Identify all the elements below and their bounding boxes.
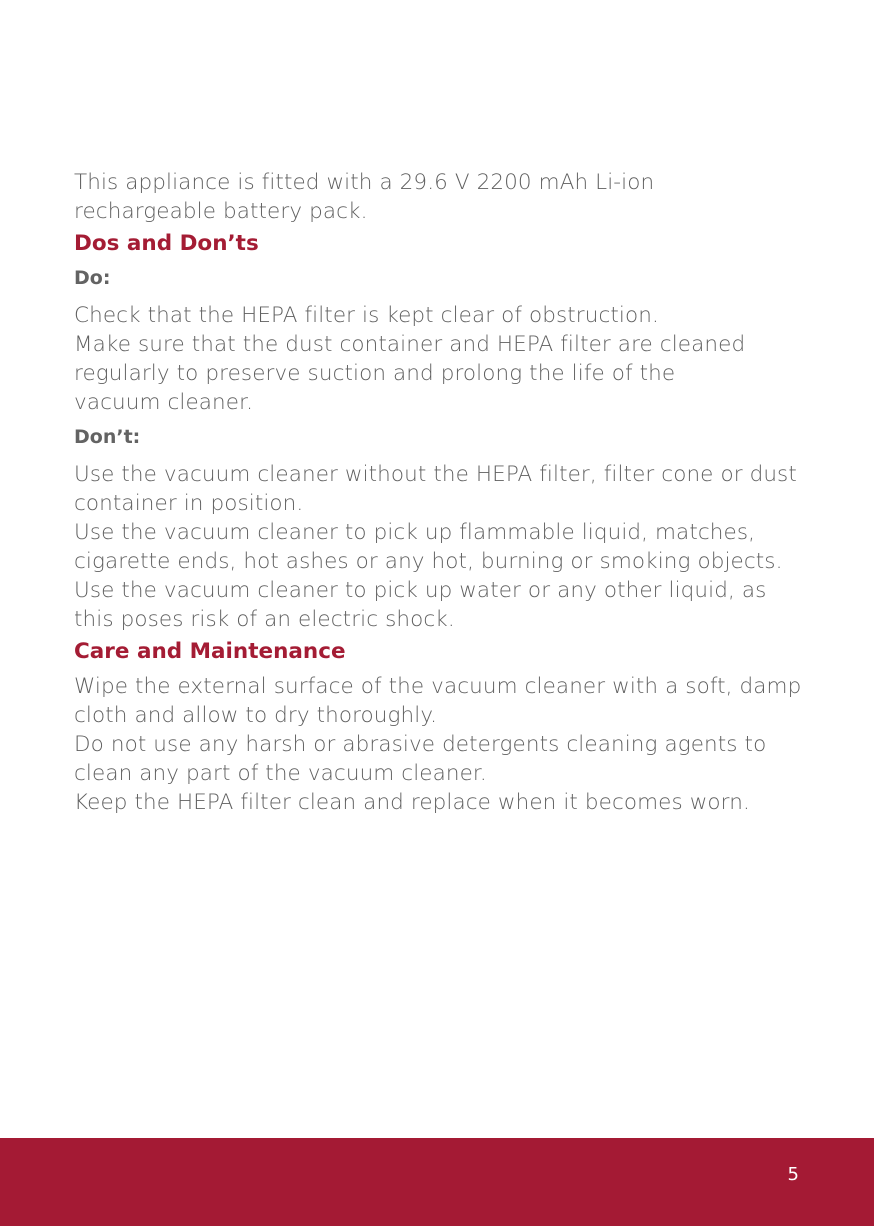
intro-line: This appliance is fitted with a 29.6 V 2200 mAh Li-ion bbox=[74, 170, 655, 195]
care-paragraph bbox=[74, 672, 814, 817]
do-label: Do: bbox=[74, 267, 111, 289]
dont-line: Use the vacuum cleaner without the HEPA filter, filter cone or dust bbox=[74, 462, 797, 487]
do-line: vacuum cleaner. bbox=[74, 390, 254, 415]
dos-donts-heading: Dos and Don’ts bbox=[74, 231, 259, 256]
dont-line: Use the vacuum cleaner to pick up water or any other liquid, as bbox=[74, 578, 767, 603]
do-paragraph bbox=[74, 301, 814, 417]
do-line: Make sure that the dust container and HEPA filter are cleaned bbox=[74, 332, 746, 357]
intro-line: rechargeable battery pack. bbox=[74, 199, 368, 224]
dont-line: this poses risk of an electric shock. bbox=[74, 607, 455, 632]
dont-line: container in position. bbox=[74, 491, 304, 516]
care-maintenance-heading: Care and Maintenance bbox=[74, 639, 346, 664]
care-line: Wipe the external surface of the vacuum cleaner with a soft, damp bbox=[74, 674, 802, 699]
page-number: 5 bbox=[787, 1164, 799, 1185]
dont-line: Use the vacuum cleaner to pick up flammable liquid, matches, bbox=[74, 520, 756, 545]
page-content bbox=[74, 168, 814, 817]
dont-paragraph bbox=[74, 460, 814, 634]
care-line: cloth and allow to dry thoroughly. bbox=[74, 703, 438, 728]
dont-line: cigarette ends, hot ashes or any hot, burning or smoking objects. bbox=[74, 549, 783, 574]
footer-band bbox=[0, 1138, 874, 1226]
dont-label: Don’t: bbox=[74, 426, 141, 448]
care-line: Do not use any harsh or abrasive detergents cleaning agents to bbox=[74, 732, 767, 757]
care-line: clean any part of the vacuum cleaner. bbox=[74, 761, 487, 786]
care-line: Keep the HEPA filter clean and replace when it becomes worn. bbox=[74, 790, 750, 815]
do-line: regularly to preserve suction and prolong the life of the bbox=[74, 361, 676, 386]
do-line: Check that the HEPA filter is kept clear of obstruction. bbox=[74, 303, 659, 328]
intro-paragraph bbox=[74, 168, 814, 226]
